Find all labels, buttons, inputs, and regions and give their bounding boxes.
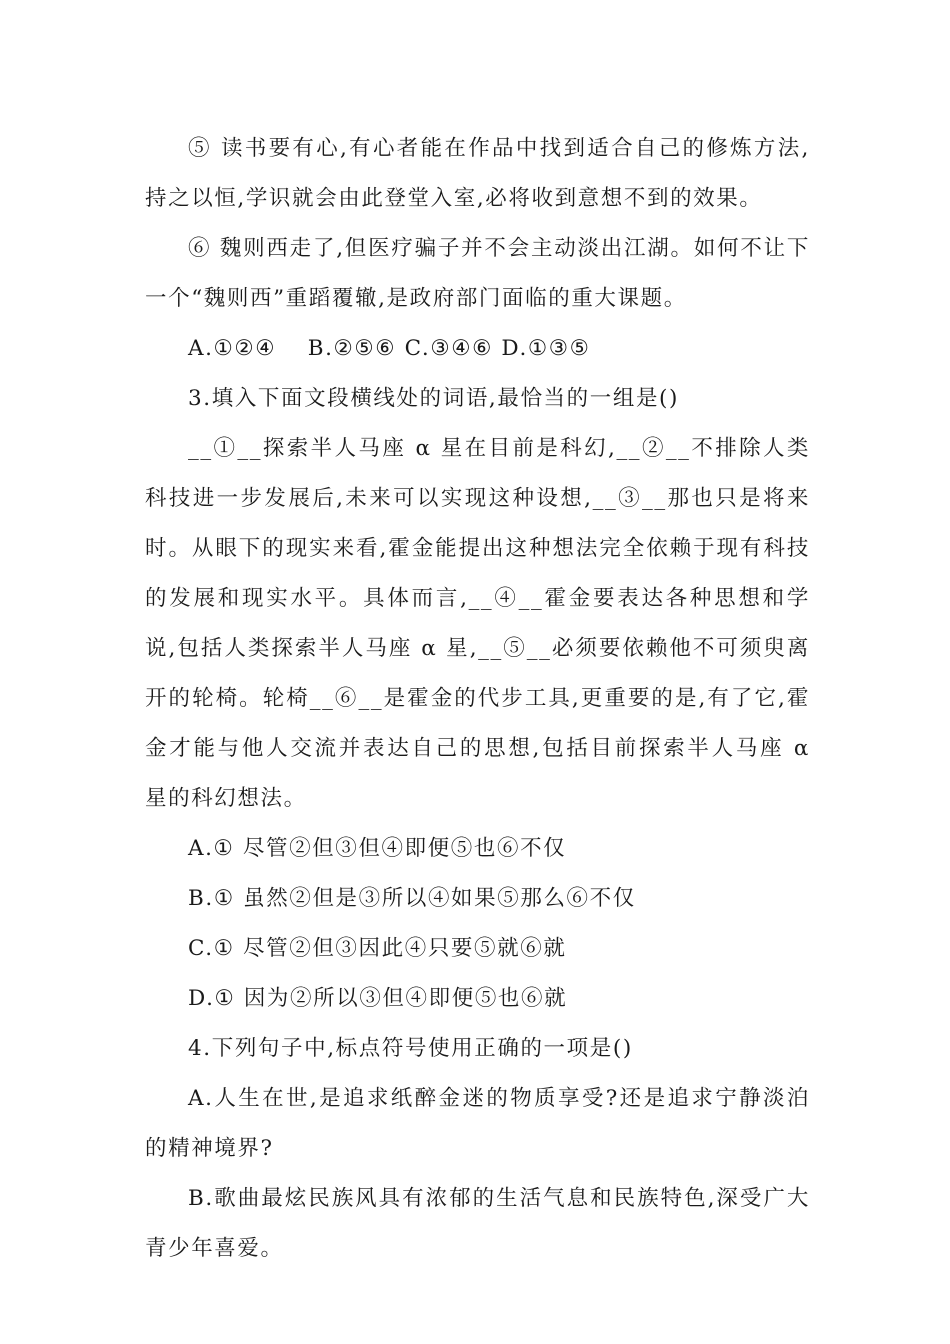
q4-choice-b: B.歌曲最炫民族风具有浓郁的生活气息和民族特色,深受广大青少年喜爱。 <box>145 1186 810 1261</box>
question-4-stem: 4.下列句子中,标点符号使用正确的一项是() <box>188 1036 633 1061</box>
option-6-sentence: ⑥ 魏则西走了,但医疗骗子并不会主动淡出江湖。如何不让下一个“魏则西”重蹈覆辙,是政府部门面临的重大课题。 <box>145 236 810 311</box>
question-3-stem: 3.填入下面文段横线处的词语,最恰当的一组是() <box>188 386 680 411</box>
question-3-passage: __①__探索半人马座 α 星在目前是科幻,__②__不排除人类科技进一步发展后,未来可以实现这种设想,__③__那也只是将来时。从眼下的现实来看,霍金能提出这种想法完全依赖于现有科技的发展和现实水平。具体而言,__④__霍金要表达各种思想和学说,包括人类探索半人马座 α 星,__⑤__必须要依赖他不可须臾离开的轮椅。轮椅__⑥__是霍金的代步工具,更重要的是,有了它,霍金才能与他人交流并表达自己的思想,包括目前探索半人马座 α 星的科幻想法。 <box>145 436 810 811</box>
q3-choice-c: C.① 尽管②但③因此④只要⑤就⑥就 <box>188 936 567 961</box>
q3-choice-a: A.① 尽管②但③但④即便⑤也⑥不仅 <box>188 836 567 861</box>
q2-answer-choices: A.①②④ B.②⑤⑥ C.③④⑥ D.①③⑤ <box>188 336 591 361</box>
q4-choice-a: A.人生在世,是追求纸醉金迷的物质享受?还是追求宁静淡泊的精神境界? <box>145 1086 810 1161</box>
q3-choice-b: B.① 虽然②但是③所以④如果⑤那么⑥不仅 <box>188 886 636 911</box>
document-page <box>145 124 810 1274</box>
option-5-sentence: ⑤ 读书要有心,有心者能在作品中找到适合自己的修炼方法,持之以恒,学识就会由此登堂入室,必将收到意想不到的效果。 <box>145 136 810 211</box>
q3-choice-d: D.① 因为②所以③但④即便⑤也⑥就 <box>188 986 568 1011</box>
